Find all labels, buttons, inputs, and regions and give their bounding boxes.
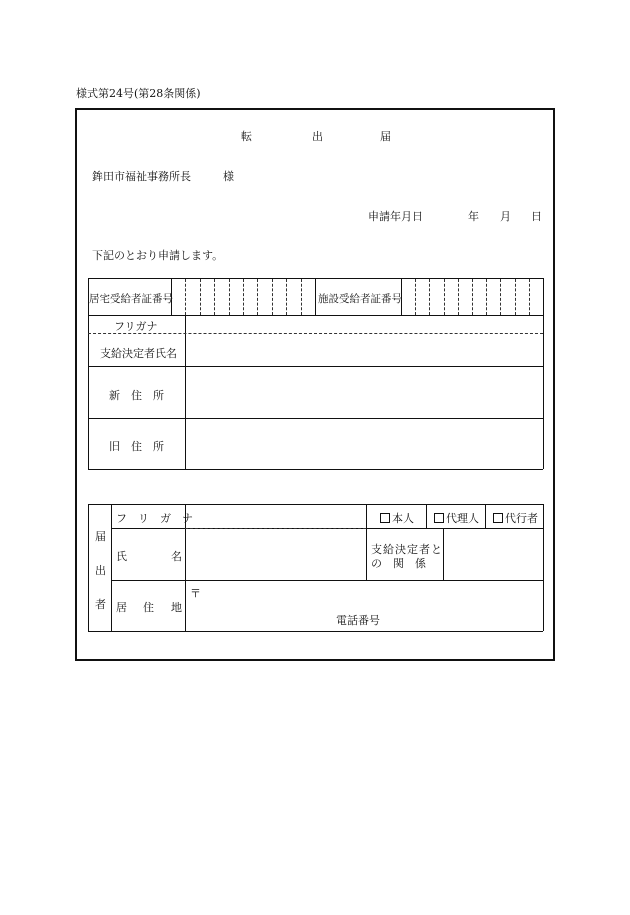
notifier-furigana-label: フ リ ガ ナ [116, 512, 193, 525]
old-address-label: 旧 住 所 [109, 440, 164, 453]
notifier-address-label-2: 住 [143, 601, 154, 614]
notifier-side-2: 出 [95, 564, 106, 577]
title-char-2: 出 [312, 130, 323, 143]
form-number: 様式第24号(第28条関係) [76, 87, 201, 100]
title-char-1: 転 [241, 130, 252, 143]
addressee-honorific: 様 [223, 170, 234, 183]
checkbox-self[interactable] [380, 513, 390, 523]
recipient-furigana-field[interactable] [186, 316, 542, 333]
checkbox-agent[interactable] [434, 513, 444, 523]
relation-label-line1: 支給決定者と [371, 543, 443, 556]
digit-separator [200, 279, 201, 315]
notifier-furigana-field[interactable] [186, 505, 365, 527]
digit-separator [472, 279, 473, 315]
notifier-side-1: 届 [95, 530, 106, 543]
notifier-address-label-3: 地 [171, 601, 182, 614]
intro-text: 下記のとおり申請します。 [92, 249, 224, 262]
digit-separator [444, 279, 445, 315]
recipient-furigana-label: フリガナ [114, 320, 158, 333]
digit-separator [529, 279, 530, 315]
relation-label-line2: の 関 係 [371, 557, 426, 570]
option-proxy[interactable]: 代行者 [493, 510, 538, 526]
digit-separator [458, 279, 459, 315]
date-day: 日 [531, 210, 542, 223]
notifier-name-label-2: 名 [171, 550, 182, 563]
digit-separator [214, 279, 215, 315]
digit-separator [486, 279, 487, 315]
home-care-id-label: 居宅受給者証番号 [89, 293, 173, 305]
digit-separator [286, 279, 287, 315]
digit-separator [301, 279, 302, 315]
date-label: 申請年月日 [368, 210, 423, 223]
postal-mark: 〒 [190, 587, 201, 600]
digit-separator [229, 279, 230, 315]
digit-separator [429, 279, 430, 315]
digit-separator [500, 279, 501, 315]
notifier-name-field[interactable] [186, 529, 365, 579]
digit-separator [185, 279, 186, 315]
notifier-side-3: 者 [95, 598, 106, 611]
digit-separator [272, 279, 273, 315]
digit-separator [515, 279, 516, 315]
facility-id-label: 施設受給者証番号 [318, 293, 402, 305]
checkbox-proxy[interactable] [493, 513, 503, 523]
digit-separator [415, 279, 416, 315]
old-address-field[interactable] [186, 419, 542, 469]
recipient-name-label: 支給決定者氏名 [100, 347, 177, 360]
notifier-address-label-1: 居 [116, 601, 127, 614]
option-self[interactable]: 本人 [380, 510, 414, 526]
option-agent[interactable]: 代理人 [434, 510, 479, 526]
title-char-3: 届 [380, 130, 391, 143]
digit-separator [257, 279, 258, 315]
phone-label: 電話番号 [336, 614, 380, 627]
date-month: 月 [500, 210, 511, 223]
digit-separator [243, 279, 244, 315]
new-address-field[interactable] [186, 367, 542, 418]
new-address-label: 新 住 所 [109, 389, 164, 402]
addressee-office: 鉾田市福祉事務所長 [92, 170, 191, 183]
notifier-address-field[interactable] [200, 581, 542, 630]
recipient-name-field[interactable] [186, 334, 542, 366]
relation-field[interactable] [444, 529, 542, 579]
notifier-name-label-1: 氏 [116, 550, 127, 563]
date-year: 年 [468, 210, 479, 223]
